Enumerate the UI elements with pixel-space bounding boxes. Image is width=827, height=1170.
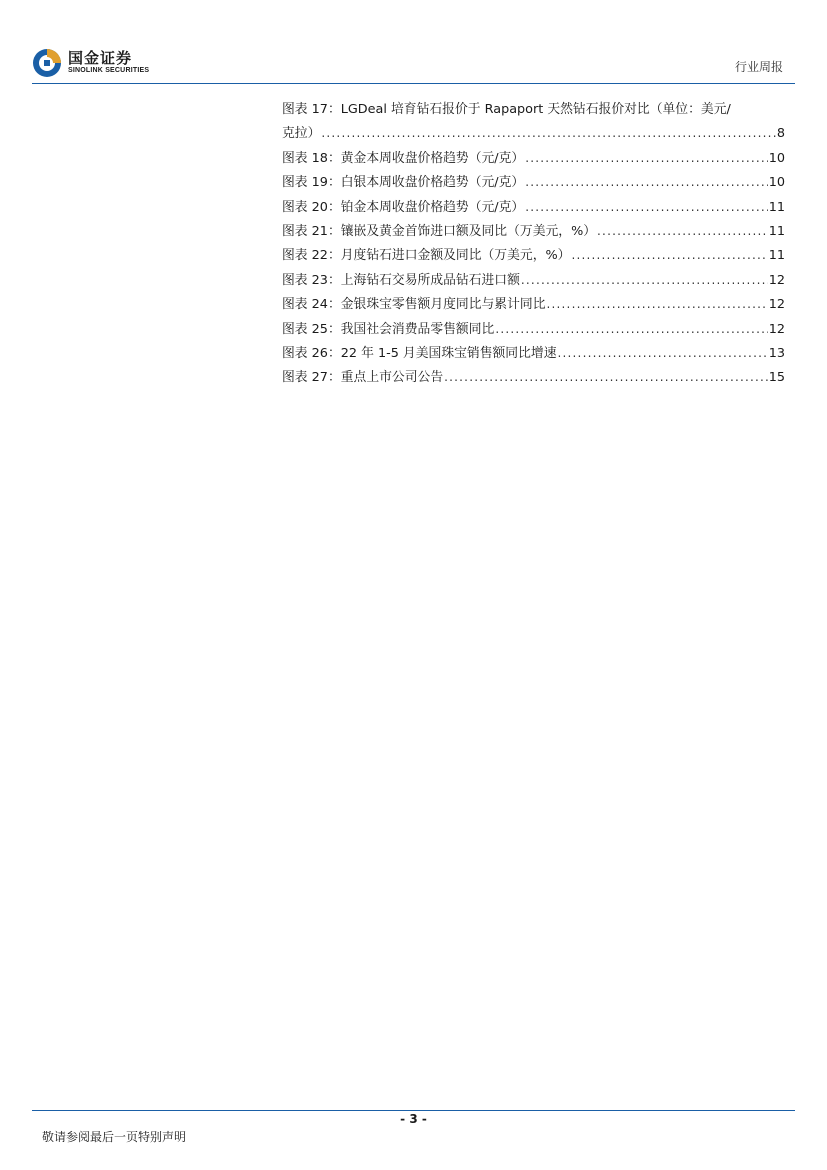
- toc-dot-leader: [558, 346, 768, 360]
- toc-entry-label: 图表 27：重点上市公司公告: [282, 370, 444, 386]
- company-logo: [32, 46, 192, 80]
- toc-entry-label: 图表 22：月度钻石进口金额及同比（万美元，%）: [282, 248, 571, 264]
- toc-page-number: 10: [768, 150, 785, 166]
- toc-entry[interactable]: [282, 196, 785, 220]
- page-number: - 3 -: [400, 1112, 427, 1126]
- toc-page-number: 12: [768, 297, 785, 313]
- toc-entry-label: 图表 20：铂金本周收盘价格趋势（元/克）: [282, 199, 525, 215]
- header-divider: [32, 83, 795, 84]
- toc-entry-label: 图表 24：金银珠宝零售额月度同比与累计同比: [282, 297, 546, 313]
- toc-dot-leader: [547, 297, 768, 311]
- toc-page-number: 8: [776, 126, 785, 142]
- toc-entry[interactable]: [282, 318, 785, 342]
- toc-entry-label: 图表 23：上海钻石交易所成品钻石进口额: [282, 272, 520, 288]
- toc-dot-leader: [321, 126, 775, 140]
- toc-entry[interactable]: [282, 244, 785, 268]
- toc-page-number: 12: [768, 272, 785, 288]
- toc-page-number: 11: [768, 248, 785, 264]
- table-of-figures: [282, 98, 785, 391]
- toc-entry[interactable]: [282, 269, 785, 293]
- toc-entry[interactable]: [282, 366, 785, 390]
- toc-entry-continuation[interactable]: [282, 122, 785, 146]
- toc-entry-label: 图表 21：镶嵌及黄金首饰进口额及同比（万美元，%）: [282, 223, 597, 239]
- toc-page-number: 11: [768, 199, 785, 215]
- toc-entry[interactable]: [282, 147, 785, 171]
- toc-page-number: 10: [768, 175, 785, 191]
- toc-dot-leader: [525, 151, 767, 165]
- sinolink-logo-icon: [32, 48, 62, 78]
- toc-entry[interactable]: [282, 342, 785, 366]
- toc-dot-leader: [495, 322, 767, 336]
- toc-entry-label: 图表 17：LGDeal 培育钻石报价于 Rapaport 天然钻石报价对比（单位：美元/: [282, 102, 731, 117]
- toc-entry[interactable]: [282, 293, 785, 317]
- toc-entry-label: 图表 25：我国社会消费品零售额同比: [282, 321, 495, 337]
- toc-entry-first-line: [282, 98, 785, 122]
- toc-page-number: 11: [768, 223, 785, 239]
- toc-dot-leader: [571, 248, 767, 262]
- toc-entry-label: 图表 26：22 年 1-5 月美国珠宝销售额同比增速: [282, 345, 557, 361]
- disclaimer-note: 敬请参阅最后一页特别声明: [42, 1130, 187, 1144]
- logo-text-en: SINOLINK SECURITIES: [68, 67, 150, 74]
- toc-dot-leader: [525, 175, 767, 189]
- toc-page-number: 15: [768, 370, 785, 386]
- toc-entry-label: 克拉）: [282, 126, 321, 142]
- footer-divider: [32, 1110, 795, 1111]
- toc-dot-leader: [525, 200, 767, 214]
- toc-entry-label: 图表 19：白银本周收盘价格趋势（元/克）: [282, 175, 525, 191]
- toc-dot-leader: [444, 370, 768, 384]
- toc-dot-leader: [597, 224, 768, 238]
- toc-entry-label: 图表 18：黄金本周收盘价格趋势（元/克）: [282, 150, 525, 166]
- toc-entry[interactable]: [282, 171, 785, 195]
- logo-text-cn: 国金证券: [68, 49, 133, 67]
- toc-entry[interactable]: [282, 220, 785, 244]
- report-type-label: 行业周报: [734, 60, 783, 74]
- toc-entries-list: [282, 147, 785, 391]
- toc-dot-leader: [521, 273, 768, 287]
- toc-page-number: 12: [768, 321, 785, 337]
- toc-page-number: 13: [768, 345, 785, 361]
